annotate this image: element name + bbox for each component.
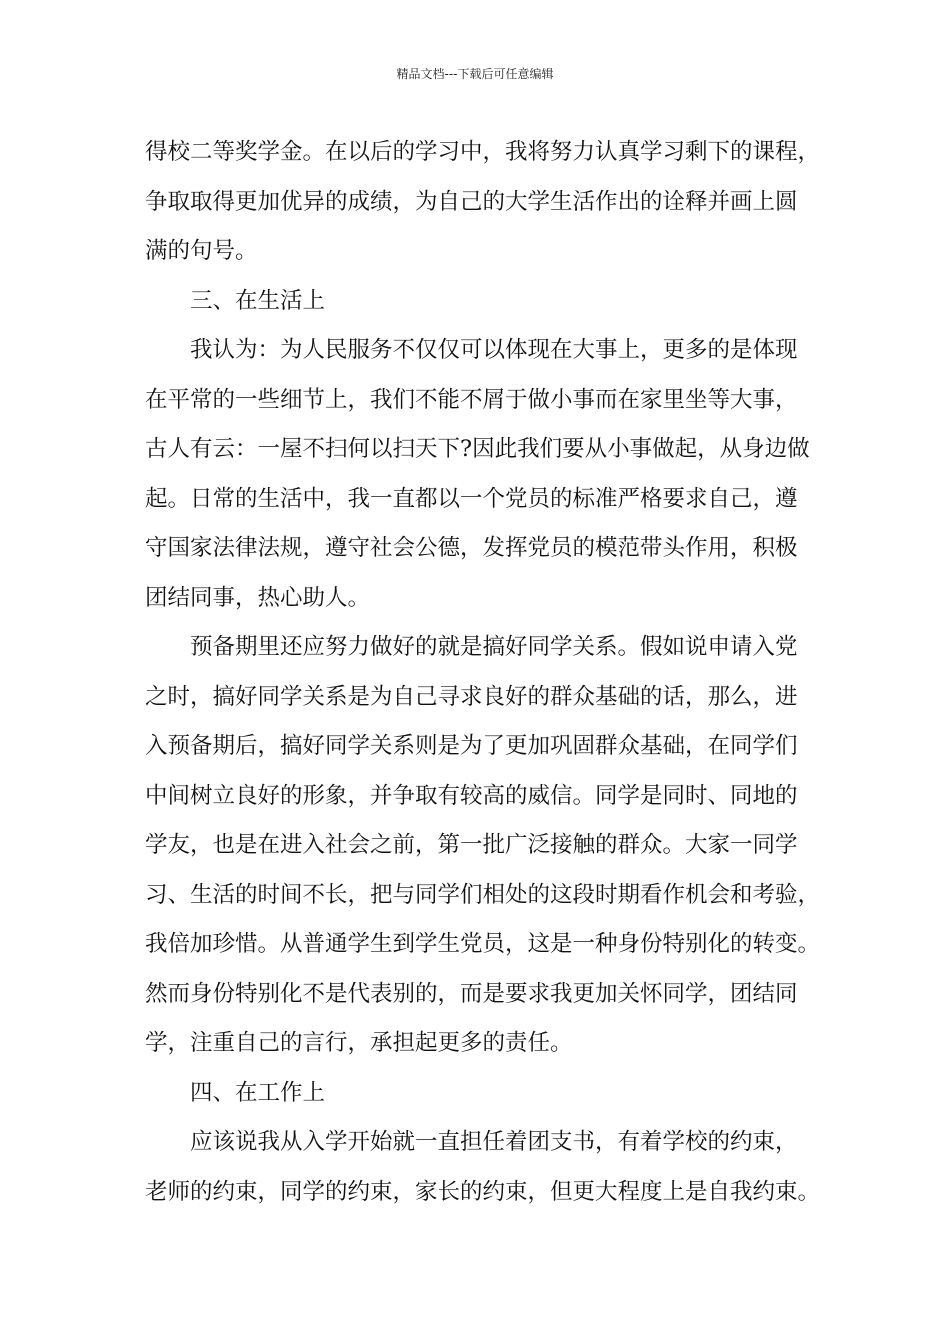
text-line: 然而身份特别化不是代表别的，而是要求我更加关怀同学，团结同 [145, 980, 798, 1007]
text-line: 团结同事，热心助人。 [145, 584, 371, 611]
text-line: 我倍加珍惜。从普通学生到学生党员，这是一种身份特别化的转变。 [145, 931, 821, 957]
text-line: 之时，搞好同学关系是为自己寻求良好的群众基础的话，那么，进 [145, 683, 798, 710]
text-line: 学，注重自己的言行，承担起更多的责任。 [145, 1030, 573, 1056]
text-line: 得校二等奖学金。在以后的学习中，我将努力认真学习剩下的课程， [145, 139, 821, 165]
text-line: 应该说我从入学开始就一直担任着团支书，有着学校的约束， [190, 1129, 798, 1155]
text-line: 学友，也是在进入社会之前，第一批广泛接触的群众。大家一同学 [145, 832, 798, 858]
section-heading: 三、在生活上 [190, 287, 326, 314]
text-line: 起。日常的生活中，我一直都以一个党员的标准严格要求自己，遵 [145, 485, 798, 512]
text-line: 老师的约束，同学的约束，家长的约束，但更大程度上是自我约束。 [145, 1178, 821, 1205]
text-line: 入预备期后，搞好同学关系则是为了更加巩固群众基础，在同学们 [145, 733, 798, 759]
text-line: 习、生活的时间不长，把与同学们相处的这段时期看作机会和考验， [145, 881, 821, 908]
text-line: 在平常的一些细节上，我们不能不屑于做小事而在家里坐等大事， [145, 386, 798, 413]
text-line: 我认为：为人民服务不仅仅可以体现在大事上，更多的是体现 [190, 337, 798, 363]
text-line: 中间树立良好的形象，并争取有较高的威信。同学是同时、同地的 [145, 782, 798, 809]
text-line: 预备期里还应努力做好的就是搞好同学关系。假如说申请入党 [190, 634, 798, 660]
text-line: 争取取得更加优异的成绩，为自己的大学生活作出的诠释并画上圆 [145, 188, 798, 215]
section-heading: 四、在工作上 [190, 1079, 326, 1106]
document-body [145, 128, 825, 1217]
text-line: 古人有云：一屋不扫何以扫天下?因此我们要从小事做起，从身边做 [145, 436, 810, 462]
page-header: 精品文档---下载后可任意编辑 [396, 67, 554, 81]
text-line: 守国家法律法规，遵守社会公德，发挥党员的模范带头作用，积极 [145, 535, 798, 561]
text-line: 满的句号。 [145, 238, 258, 264]
